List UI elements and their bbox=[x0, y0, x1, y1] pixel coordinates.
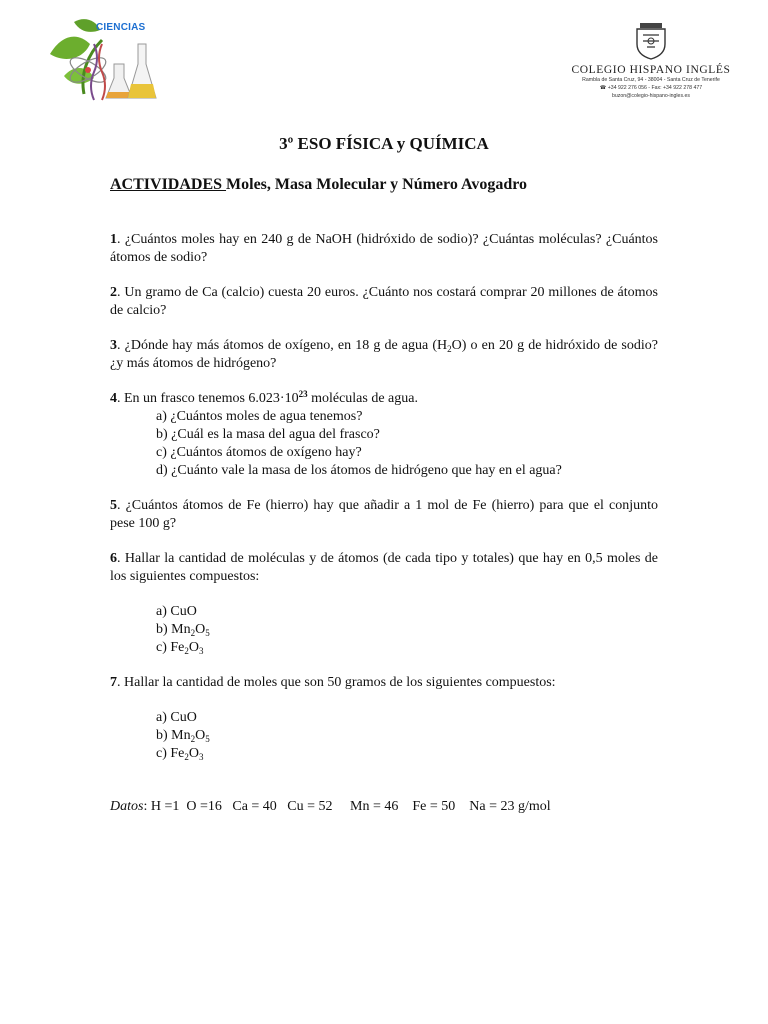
question-1 bbox=[110, 231, 658, 267]
school-crest-icon bbox=[634, 22, 668, 60]
subscript: 2 bbox=[190, 734, 196, 744]
page-subtitle bbox=[110, 176, 527, 194]
question-number: 7 bbox=[110, 675, 117, 690]
subtitle-underlined: ACTIVIDADES bbox=[110, 176, 227, 193]
question-number: 3 bbox=[110, 338, 117, 353]
formula-part: O bbox=[188, 640, 200, 655]
subscript: 5 bbox=[205, 734, 210, 744]
question-2 bbox=[110, 284, 658, 320]
question-7 bbox=[110, 674, 658, 692]
subscript: 2 bbox=[190, 628, 196, 638]
formula-part: O bbox=[188, 746, 200, 761]
question-number: 5 bbox=[110, 498, 117, 513]
question-4-item-c: c) ¿Cuántos átomos de oxígeno hay? bbox=[156, 445, 362, 460]
question-6 bbox=[110, 550, 658, 586]
formula-part: c) Fe bbox=[156, 746, 185, 761]
question-4-item-d: d) ¿Cuánto vale la masa de los átomos de hidrógeno que hay en el agua? bbox=[156, 463, 562, 478]
question-text: . ¿Cuántos moles hay en 240 g de NaOH (hidróxido de sodio)? ¿Cuántas moléculas? ¿Cuántos átomos de sodio? bbox=[110, 232, 658, 265]
data-line bbox=[110, 798, 658, 816]
question-7-item-c bbox=[156, 745, 658, 763]
page-title: 3º ESO FÍSICA y QUÍMICA bbox=[279, 134, 489, 153]
question-text: . Hallar la cantidad de moléculas y de átomos (de cada tipo y totales) que hay en 0,5 moles de los siguientes compuestos: bbox=[110, 551, 658, 584]
data-label: Datos bbox=[110, 799, 144, 814]
question-4 bbox=[110, 390, 658, 408]
question-number: 2 bbox=[110, 285, 117, 300]
subscript: 3 bbox=[199, 752, 204, 762]
activities-body bbox=[110, 231, 658, 816]
question-number: 6 bbox=[110, 551, 117, 566]
question-6-item-b bbox=[156, 621, 658, 639]
question-text-cont: O) o en 20 g de hidróxido de sodio? ¿y más átomos de hidrógeno? bbox=[110, 338, 658, 371]
formula-part: c) Fe bbox=[156, 640, 185, 655]
question-7-item-b bbox=[156, 727, 658, 745]
school-address: Rambla de Santa Cruz, 94 - 38004 - Santa Cruz de Tenerife bbox=[582, 77, 720, 83]
question-4-item-a: a) ¿Cuántos moles de agua tenemos? bbox=[156, 409, 363, 424]
question-3 bbox=[110, 337, 658, 373]
question-text: . En un frasco tenemos 6.023·10 bbox=[117, 391, 299, 406]
question-number: 1 bbox=[110, 232, 117, 247]
subscript: 2 bbox=[184, 752, 189, 762]
school-email: buzon@colegio-hispano-ingles.es bbox=[612, 93, 690, 99]
formula-part: b) Mn bbox=[156, 622, 191, 637]
formula-part: O bbox=[195, 622, 206, 637]
question-number: 4 bbox=[110, 391, 117, 406]
question-text: . Un gramo de Ca (calcio) cuesta 20 euros. ¿Cuánto nos costará comprar 20 millones de átomos de calcio? bbox=[110, 285, 658, 318]
question-text: . ¿Cuántos átomos de Fe (hierro) hay que añadir a 1 mol de Fe (hierro) para que el conjunto pese 100 g? bbox=[110, 498, 658, 531]
question-5 bbox=[110, 497, 658, 533]
subscript: 2 bbox=[447, 344, 452, 354]
question-7-item-a: a) CuO bbox=[156, 710, 197, 725]
subscript: 5 bbox=[205, 628, 210, 638]
subscript: 3 bbox=[199, 646, 204, 656]
question-text: . ¿Dónde hay más átomos de oxígeno, en 18 g de agua (H bbox=[117, 338, 448, 353]
formula-part: O bbox=[195, 728, 206, 743]
data-values: : H =1 O =16 Ca = 40 Cu = 52 Mn = 46 Fe = 50 Na = 23 g/mol bbox=[143, 799, 551, 814]
school-phone: ☎ +34 922 276 056 - Fax: +34 922 278 477 bbox=[599, 85, 703, 91]
subscript: 2 bbox=[184, 646, 189, 656]
formula-part: b) Mn bbox=[156, 728, 191, 743]
question-6-item-a: a) CuO bbox=[156, 604, 197, 619]
superscript: 23 bbox=[298, 389, 308, 399]
question-6-item-c bbox=[156, 639, 658, 657]
question-text: . Hallar la cantidad de moles que son 50 gramos de los siguientes compuestos: bbox=[117, 675, 556, 690]
logo-label: CIENCIAS bbox=[96, 22, 146, 33]
school-name: COLEGIO HISPANO INGLÉS bbox=[571, 64, 731, 76]
subtitle-rest: Moles, Masa Molecular y Número Avogadro bbox=[226, 176, 528, 193]
question-4-item-b: b) ¿Cuál es la masa del agua del frasco? bbox=[156, 427, 380, 442]
question-text-cont: moléculas de agua. bbox=[307, 391, 418, 406]
school-header bbox=[566, 22, 736, 100]
